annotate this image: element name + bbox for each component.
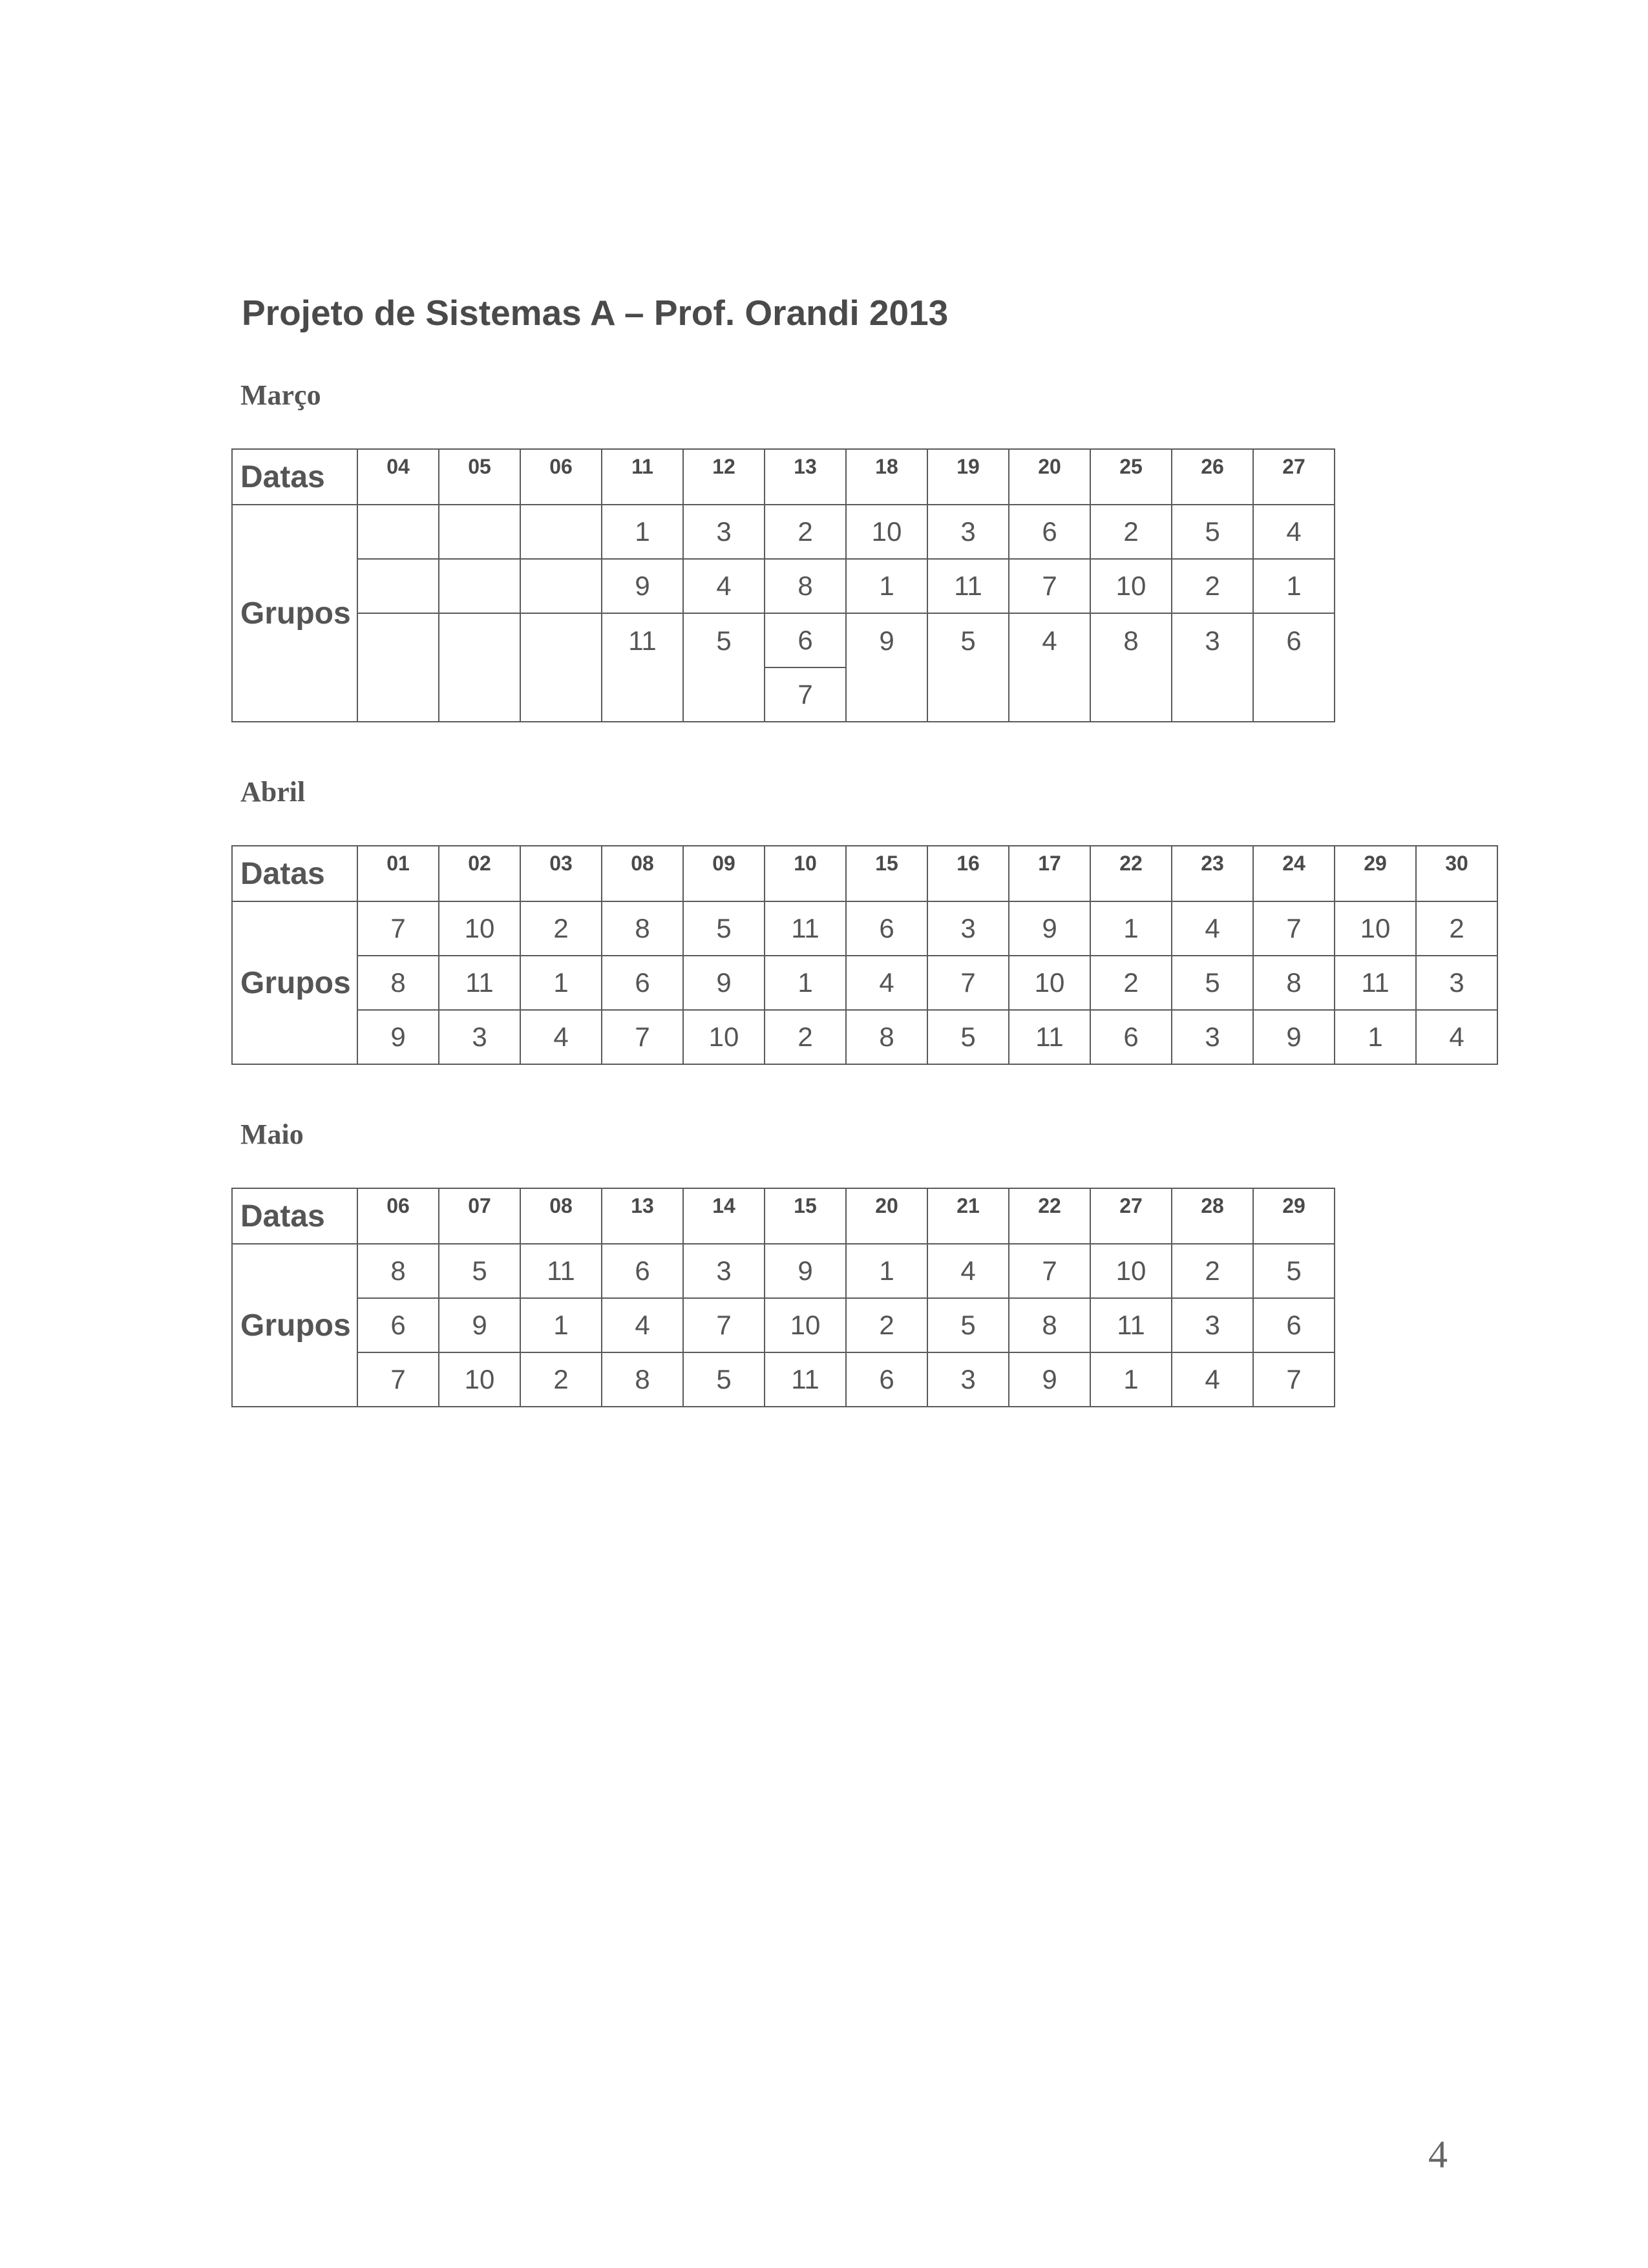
groups-row bbox=[232, 667, 1335, 722]
group-cell: 9 bbox=[683, 956, 765, 1010]
group-cell: 2 bbox=[1090, 505, 1172, 559]
group-cell: 2 bbox=[1172, 1244, 1253, 1298]
group-cell bbox=[1253, 667, 1335, 722]
groups-row bbox=[232, 613, 1335, 667]
schedule-table-marco bbox=[231, 448, 1335, 722]
group-cell: 6 bbox=[602, 956, 683, 1010]
date-cell: 20 bbox=[846, 1188, 927, 1244]
groups-row bbox=[232, 1010, 1497, 1064]
date-cell: 11 bbox=[602, 449, 683, 505]
group-cell: 6 bbox=[846, 1352, 927, 1407]
group-cell: 10 bbox=[1090, 1244, 1172, 1298]
schedule-table-abril bbox=[231, 845, 1498, 1065]
groups-row bbox=[232, 1244, 1335, 1298]
group-cell: 1 bbox=[602, 505, 683, 559]
group-cell: 8 bbox=[1009, 1298, 1090, 1352]
group-cell: 9 bbox=[846, 613, 927, 667]
group-cell: 7 bbox=[683, 1298, 765, 1352]
date-cell: 05 bbox=[439, 449, 520, 505]
groups-row bbox=[232, 505, 1335, 559]
group-cell bbox=[1090, 667, 1172, 722]
date-cell: 15 bbox=[846, 846, 927, 901]
group-cell: 4 bbox=[1416, 1010, 1497, 1064]
date-cell: 24 bbox=[1253, 846, 1335, 901]
group-cell: 8 bbox=[357, 1244, 439, 1298]
group-cell bbox=[1009, 667, 1090, 722]
group-cell: 1 bbox=[520, 1298, 602, 1352]
date-cell: 22 bbox=[1009, 1188, 1090, 1244]
groups-row bbox=[232, 559, 1335, 613]
date-cell: 19 bbox=[927, 449, 1009, 505]
group-cell: 5 bbox=[1172, 505, 1253, 559]
group-cell: 8 bbox=[1090, 613, 1172, 667]
date-cell: 26 bbox=[1172, 449, 1253, 505]
group-cell: 1 bbox=[1253, 559, 1335, 613]
group-cell: 9 bbox=[439, 1298, 520, 1352]
group-cell: 8 bbox=[765, 559, 846, 613]
group-cell: 10 bbox=[1009, 956, 1090, 1010]
date-cell: 04 bbox=[357, 449, 439, 505]
group-cell: 2 bbox=[520, 901, 602, 956]
group-cell: 3 bbox=[927, 901, 1009, 956]
group-cell: 7 bbox=[1253, 901, 1335, 956]
groups-row bbox=[232, 901, 1497, 956]
group-cell bbox=[439, 505, 520, 559]
group-cell bbox=[357, 559, 439, 613]
group-cell: 10 bbox=[1335, 901, 1416, 956]
date-cell: 23 bbox=[1172, 846, 1253, 901]
date-cell: 03 bbox=[520, 846, 602, 901]
groups-row bbox=[232, 1298, 1335, 1352]
group-cell bbox=[520, 613, 602, 667]
groups-label: Grupos bbox=[232, 1244, 357, 1407]
group-cell: 2 bbox=[1090, 956, 1172, 1010]
date-cell: 18 bbox=[846, 449, 927, 505]
group-cell bbox=[520, 667, 602, 722]
date-cell: 13 bbox=[765, 449, 846, 505]
group-cell: 4 bbox=[1172, 1352, 1253, 1407]
group-cell bbox=[439, 667, 520, 722]
group-cell: 1 bbox=[1090, 1352, 1172, 1407]
group-cell: 9 bbox=[1009, 1352, 1090, 1407]
date-cell: 20 bbox=[1009, 449, 1090, 505]
date-cell: 12 bbox=[683, 449, 765, 505]
group-cell: 7 bbox=[1009, 559, 1090, 613]
group-cell: 2 bbox=[1172, 559, 1253, 613]
group-cell: 9 bbox=[1253, 1010, 1335, 1064]
group-cell: 4 bbox=[520, 1010, 602, 1064]
group-cell: 6 bbox=[846, 901, 927, 956]
group-cell bbox=[357, 667, 439, 722]
group-cell: 11 bbox=[602, 613, 683, 667]
date-cell: 27 bbox=[1253, 449, 1335, 505]
group-cell: 8 bbox=[1253, 956, 1335, 1010]
group-cell: 1 bbox=[1090, 901, 1172, 956]
date-cell: 29 bbox=[1335, 846, 1416, 901]
group-cell: 8 bbox=[846, 1010, 927, 1064]
group-cell: 3 bbox=[439, 1010, 520, 1064]
group-cell: 10 bbox=[765, 1298, 846, 1352]
dates-row bbox=[232, 1188, 1335, 1244]
group-cell: 9 bbox=[765, 1244, 846, 1298]
group-cell: 2 bbox=[765, 1010, 846, 1064]
date-cell: 13 bbox=[602, 1188, 683, 1244]
month-heading-abril: Abril bbox=[240, 776, 306, 808]
date-cell: 09 bbox=[683, 846, 765, 901]
group-cell: 5 bbox=[683, 1352, 765, 1407]
page-title: Projeto de Sistemas A – Prof. Orandi 2013 bbox=[242, 293, 949, 333]
group-cell: 7 bbox=[1253, 1352, 1335, 1407]
group-cell: 6 bbox=[1253, 613, 1335, 667]
group-cell: 9 bbox=[1009, 901, 1090, 956]
group-cell: 7 bbox=[765, 667, 846, 722]
group-cell: 8 bbox=[357, 956, 439, 1010]
group-cell bbox=[439, 613, 520, 667]
group-cell: 6 bbox=[1090, 1010, 1172, 1064]
group-cell: 10 bbox=[846, 505, 927, 559]
group-cell: 5 bbox=[927, 1298, 1009, 1352]
groups-label: Grupos bbox=[232, 505, 357, 722]
group-cell: 5 bbox=[1172, 956, 1253, 1010]
dates-row bbox=[232, 846, 1497, 901]
group-cell: 4 bbox=[1253, 505, 1335, 559]
group-cell: 4 bbox=[846, 956, 927, 1010]
group-cell: 3 bbox=[927, 505, 1009, 559]
group-cell bbox=[1172, 667, 1253, 722]
group-cell: 4 bbox=[927, 1244, 1009, 1298]
group-cell: 11 bbox=[1009, 1010, 1090, 1064]
group-cell: 6 bbox=[357, 1298, 439, 1352]
date-cell: 21 bbox=[927, 1188, 1009, 1244]
group-cell: 11 bbox=[1335, 956, 1416, 1010]
group-cell bbox=[520, 505, 602, 559]
date-cell: 07 bbox=[439, 1188, 520, 1244]
date-cell: 15 bbox=[765, 1188, 846, 1244]
group-cell: 3 bbox=[1172, 1010, 1253, 1064]
date-cell: 16 bbox=[927, 846, 1009, 901]
groups-row bbox=[232, 956, 1497, 1010]
handwritten-page-number: 4 bbox=[1428, 2133, 1448, 2176]
group-cell: 4 bbox=[602, 1298, 683, 1352]
date-cell: 17 bbox=[1009, 846, 1090, 901]
group-cell: 2 bbox=[765, 505, 846, 559]
date-cell: 08 bbox=[602, 846, 683, 901]
date-cell: 28 bbox=[1172, 1188, 1253, 1244]
group-cell: 4 bbox=[1172, 901, 1253, 956]
group-cell: 11 bbox=[765, 901, 846, 956]
group-cell: 7 bbox=[357, 901, 439, 956]
date-cell: 08 bbox=[520, 1188, 602, 1244]
date-cell: 30 bbox=[1416, 846, 1497, 901]
group-cell: 7 bbox=[927, 956, 1009, 1010]
group-cell: 2 bbox=[520, 1352, 602, 1407]
group-cell: 7 bbox=[602, 1010, 683, 1064]
group-cell: 5 bbox=[439, 1244, 520, 1298]
group-cell: 4 bbox=[1009, 613, 1090, 667]
group-cell: 5 bbox=[927, 1010, 1009, 1064]
group-cell bbox=[927, 667, 1009, 722]
date-cell: 29 bbox=[1253, 1188, 1335, 1244]
group-cell bbox=[846, 667, 927, 722]
group-cell: 1 bbox=[1335, 1010, 1416, 1064]
group-cell: 10 bbox=[1090, 559, 1172, 613]
group-cell: 2 bbox=[846, 1298, 927, 1352]
group-cell: 3 bbox=[1416, 956, 1497, 1010]
group-cell: 8 bbox=[602, 1352, 683, 1407]
group-cell: 5 bbox=[1253, 1244, 1335, 1298]
date-cell: 25 bbox=[1090, 449, 1172, 505]
group-cell: 3 bbox=[1172, 613, 1253, 667]
date-cell: 02 bbox=[439, 846, 520, 901]
group-cell: 10 bbox=[683, 1010, 765, 1064]
group-cell: 1 bbox=[520, 956, 602, 1010]
dates-label: Datas bbox=[232, 1188, 357, 1244]
groups-row bbox=[232, 1352, 1335, 1407]
dates-row bbox=[232, 449, 1335, 505]
group-cell: 11 bbox=[439, 956, 520, 1010]
group-cell: 3 bbox=[1172, 1298, 1253, 1352]
group-cell: 3 bbox=[927, 1352, 1009, 1407]
date-cell: 10 bbox=[765, 846, 846, 901]
group-cell: 3 bbox=[683, 505, 765, 559]
date-cell: 27 bbox=[1090, 1188, 1172, 1244]
group-cell: 11 bbox=[1090, 1298, 1172, 1352]
date-cell: 06 bbox=[520, 449, 602, 505]
group-cell: 3 bbox=[683, 1244, 765, 1298]
group-cell: 6 bbox=[602, 1244, 683, 1298]
group-cell: 4 bbox=[683, 559, 765, 613]
group-cell: 10 bbox=[439, 901, 520, 956]
month-heading-maio: Maio bbox=[240, 1118, 304, 1150]
group-cell bbox=[602, 667, 683, 722]
group-cell bbox=[439, 559, 520, 613]
date-cell: 22 bbox=[1090, 846, 1172, 901]
group-cell: 6 bbox=[765, 613, 846, 667]
date-cell: 01 bbox=[357, 846, 439, 901]
dates-label: Datas bbox=[232, 846, 357, 901]
group-cell: 1 bbox=[846, 1244, 927, 1298]
group-cell: 10 bbox=[439, 1352, 520, 1407]
groups-label: Grupos bbox=[232, 901, 357, 1064]
group-cell: 7 bbox=[357, 1352, 439, 1407]
group-cell: 7 bbox=[1009, 1244, 1090, 1298]
group-cell: 8 bbox=[602, 901, 683, 956]
group-cell bbox=[357, 613, 439, 667]
group-cell: 5 bbox=[927, 613, 1009, 667]
group-cell bbox=[520, 559, 602, 613]
group-cell: 6 bbox=[1253, 1298, 1335, 1352]
group-cell: 2 bbox=[1416, 901, 1497, 956]
group-cell: 1 bbox=[846, 559, 927, 613]
group-cell: 11 bbox=[927, 559, 1009, 613]
dates-label: Datas bbox=[232, 449, 357, 505]
group-cell: 9 bbox=[602, 559, 683, 613]
group-cell: 5 bbox=[683, 901, 765, 956]
group-cell bbox=[683, 667, 765, 722]
date-cell: 14 bbox=[683, 1188, 765, 1244]
group-cell: 5 bbox=[683, 613, 765, 667]
date-cell: 06 bbox=[357, 1188, 439, 1244]
group-cell: 6 bbox=[1009, 505, 1090, 559]
group-cell: 1 bbox=[765, 956, 846, 1010]
schedule-table-maio bbox=[231, 1188, 1335, 1407]
group-cell: 9 bbox=[357, 1010, 439, 1064]
group-cell: 11 bbox=[520, 1244, 602, 1298]
group-cell: 11 bbox=[765, 1352, 846, 1407]
month-heading-marco: Março bbox=[240, 379, 321, 411]
group-cell bbox=[357, 505, 439, 559]
